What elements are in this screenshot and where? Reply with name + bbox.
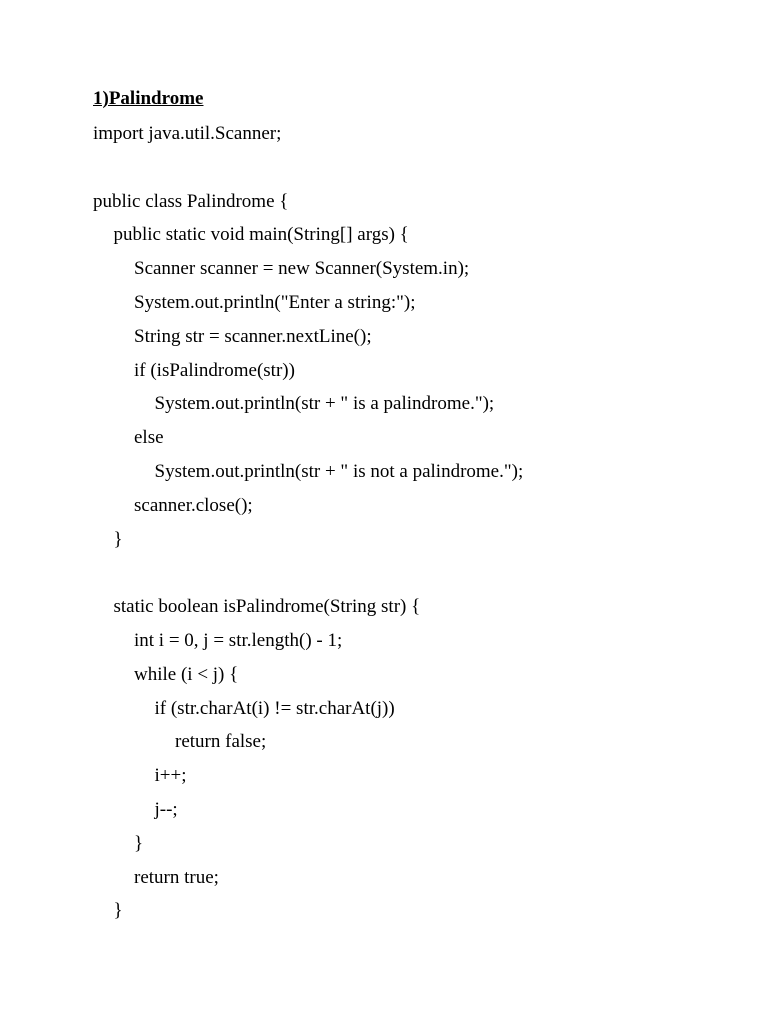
code-line: import java.util.Scanner;	[93, 123, 282, 144]
code-line: System.out.println(str + " is not a palindrome.");	[154, 461, 524, 482]
code-line: public class Palindrome {	[93, 190, 289, 212]
code-line: while (i < j) {	[134, 663, 239, 685]
code-line: if (str.charAt(i) != str.charAt(j))	[154, 697, 395, 719]
code-line: Scanner scanner = new Scanner(System.in);	[134, 258, 470, 280]
code-line: public static void main(String[] args) {	[113, 224, 409, 246]
code-line: j--;	[154, 799, 178, 820]
section-heading: 1)Palindrome	[93, 88, 204, 109]
code-line: scanner.close();	[134, 494, 253, 516]
code-line: String str = scanner.nextLine();	[134, 325, 372, 347]
code-line: int i = 0, j = str.length() - 1;	[134, 630, 343, 651]
code-line: return false;	[175, 731, 267, 753]
code-line: if (isPalindrome(str))	[134, 359, 295, 381]
code-line: return true;	[134, 866, 219, 888]
code-line: static boolean isPalindrome(String str) {	[113, 596, 421, 618]
code-line: }	[134, 832, 144, 854]
code-line: }	[113, 900, 123, 922]
code-line: System.out.println("Enter a string:");	[134, 292, 416, 313]
code-line: System.out.println(str + " is a palindrome.");	[154, 393, 495, 415]
code-line: }	[113, 528, 123, 550]
code-line: i++;	[154, 765, 187, 787]
code-line: else	[134, 427, 164, 449]
